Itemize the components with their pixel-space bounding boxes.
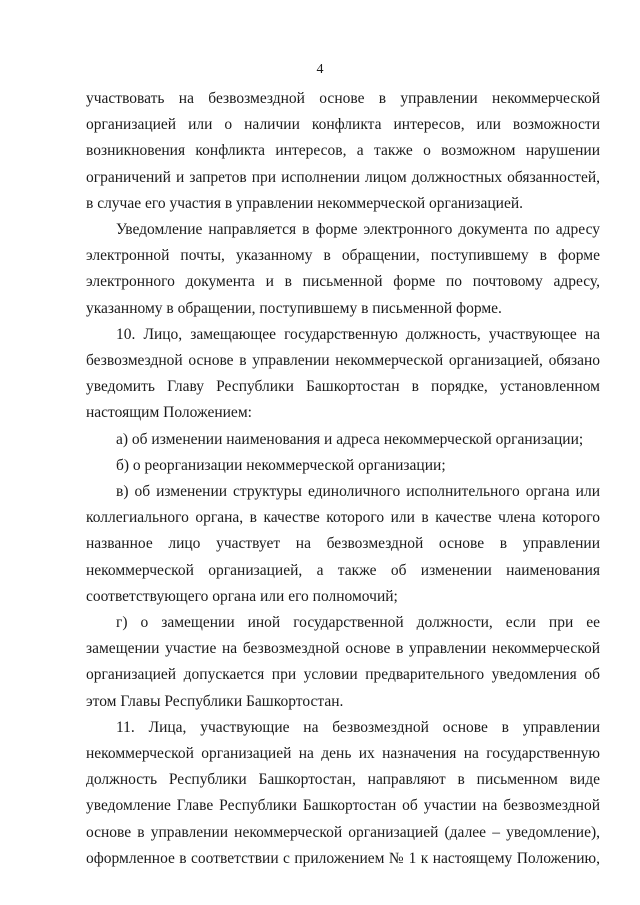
- paragraph-continuation: участвовать на безвозмездной основе в управлении некоммерческой организацией или о наличии конфликта интересов, или возможности возникновения конфликта интересов, а также о возможном нарушении ограничений и запретов при исполнении лицом должностных обязанностей, в случае его участия в управлении некоммерческой организацией.: [86, 90, 600, 212]
- list-item-a: а) об изменении наименования и адреса некоммерческой организации;: [116, 430, 584, 448]
- list-item-v: в) об изменении структуры единоличного исполнительного органа или коллегиального органа, в качестве которого или в качестве члена которого названное лицо участвует на безвозмездной основе в управлении некоммерческой организацией, а также об изменении наименования соответствующего органа или его полномочий;: [86, 483, 600, 605]
- paragraph-notification-delivery: Уведомление направляется в форме электронного документа по адресу электронной почты, указанному в обращении, поступившему в форме электронного документа и в письменной форме по почтовому адресу, указанному в обращении, поступившему в письменной форме.: [86, 221, 600, 317]
- list-item-g: г) о замещении иной государственной должности, если при ее замещении участие на безвозмездной основе в управлении некоммерческой организацией допускается при условии предварительного уведомления об этом Главы Республики Башкортостан.: [86, 614, 600, 710]
- page-number: 4: [316, 62, 324, 77]
- paragraph-clause-11: 11. Лица, участвующие на безвозмездной основе в управлении некоммерческой организацией на день их назначения на государственную должность Республики Башкортостан, направляют в письменном виде уведомление Главе Республики Башкортостан об участии на безвозмездной основе в управлении некоммерческой организацией (далее – уведомление), оформленное в соответствии с приложением № 1 к настоящему Положению,: [86, 718, 600, 867]
- list-item-b: б) о реорганизации некоммерческой организации;: [116, 456, 446, 474]
- document-body: [86, 86, 600, 872]
- paragraph-clause-10: 10. Лицо, замещающее государственную должность, участвующее на безвозмездной основе в управлении некоммерческой организацией, обязано уведомить Главу Республики Башкортостан в порядке, установленном настоящим Положением:: [86, 325, 600, 422]
